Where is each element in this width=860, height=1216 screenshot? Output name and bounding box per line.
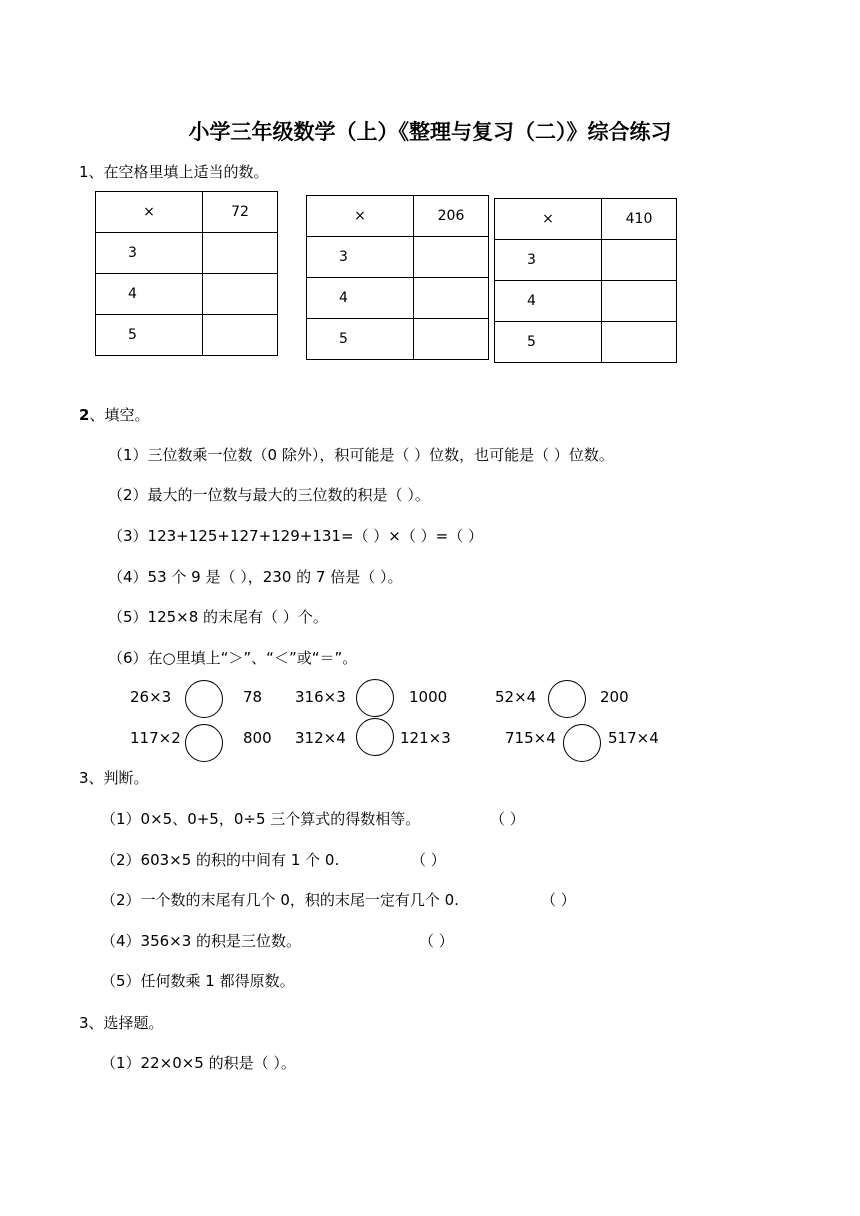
q3-item-3: （2）一个数的末尾有几个 0，积的末尾一定有几个 0. bbox=[101, 891, 459, 909]
q2-heading-number: 2 bbox=[79, 406, 90, 424]
answer-cell[interactable] bbox=[414, 278, 489, 319]
compare-circle-3[interactable] bbox=[548, 680, 586, 718]
q2-item-3: （3）123+125+127+129+131=（ ）×（ ）=（ ） bbox=[108, 527, 483, 545]
q2-heading bbox=[79, 404, 149, 425]
answer-cell[interactable] bbox=[602, 322, 677, 363]
q3-item-5: （5）任何数乘 1 都得原数。 bbox=[101, 972, 295, 990]
q2-item-4: （4）53 个 9 是（ ），230 的 7 倍是（ ）。 bbox=[108, 568, 403, 586]
q3-item-1: （1）0×5、0+5，0÷5 三个算式的得数相等。 bbox=[101, 810, 421, 828]
answer-cell[interactable] bbox=[414, 237, 489, 278]
answer-cell[interactable] bbox=[602, 281, 677, 322]
compare-circle-1[interactable] bbox=[185, 680, 223, 718]
compare-expression: 52×4 bbox=[495, 688, 537, 706]
compare-circle-2[interactable] bbox=[356, 679, 394, 717]
compare-circle-4[interactable] bbox=[185, 724, 223, 762]
table-op: × bbox=[495, 199, 602, 240]
compare-expression: 1000 bbox=[409, 688, 448, 706]
table-factor: 410 bbox=[602, 199, 677, 240]
table-op: × bbox=[307, 196, 414, 237]
multiplication-table-2 bbox=[306, 195, 489, 360]
table-row-label: 4 bbox=[307, 278, 414, 319]
multiplication-table-1 bbox=[95, 191, 278, 356]
compare-expression: 312×4 bbox=[295, 729, 346, 747]
answer-cell[interactable] bbox=[203, 274, 278, 315]
table-row-label: 3 bbox=[495, 240, 602, 281]
q2-heading-text: 、填空。 bbox=[89, 406, 150, 424]
compare-expression: 200 bbox=[600, 688, 629, 706]
compare-expression: 121×3 bbox=[400, 729, 451, 747]
q3-item-1-answer[interactable]: （ ） bbox=[490, 810, 525, 828]
q2-item-5: （5）125×8 的末尾有（ ）个。 bbox=[108, 608, 328, 626]
answer-cell[interactable] bbox=[203, 315, 278, 356]
table-row-label: 5 bbox=[495, 322, 602, 363]
multiplication-table-3 bbox=[494, 198, 677, 363]
compare-expression: 715×4 bbox=[505, 729, 556, 747]
answer-cell[interactable] bbox=[203, 233, 278, 274]
compare-expression: 26×3 bbox=[130, 688, 172, 706]
table-factor: 206 bbox=[414, 196, 489, 237]
table-row-label: 3 bbox=[307, 237, 414, 278]
q4-heading: 3、选择题。 bbox=[79, 1014, 164, 1032]
table-row-label: 4 bbox=[96, 274, 203, 315]
q3-item-4: （4）356×3 的积是三位数。 bbox=[101, 932, 302, 950]
q2-item-2: （2）最大的一位数与最大的三位数的积是（ ）。 bbox=[108, 486, 430, 504]
q3-item-2: （2）603×5 的积的中间有 1 个 0. bbox=[101, 851, 340, 869]
compare-expression: 316×3 bbox=[295, 688, 346, 706]
table-row-label: 5 bbox=[307, 319, 414, 360]
q3-item-2-answer[interactable]: （ ） bbox=[411, 851, 446, 869]
table-factor: 72 bbox=[203, 192, 278, 233]
table-row-label: 4 bbox=[495, 281, 602, 322]
compare-expression: 800 bbox=[243, 729, 272, 747]
page-title: 小学三年级数学（上）《整理与复习（二）》综合练习 bbox=[188, 120, 672, 144]
compare-circle-6[interactable] bbox=[563, 724, 601, 762]
q3-item-4-answer[interactable]: （ ） bbox=[419, 932, 454, 950]
q4-item-1: （1）22×0×5 的积是（ ）。 bbox=[101, 1054, 296, 1072]
answer-cell[interactable] bbox=[414, 319, 489, 360]
q2-item-6: （6）在○里填上“＞”、“＜”或“＝”。 bbox=[108, 649, 358, 667]
q3-item-3-answer[interactable]: （ ） bbox=[541, 891, 576, 909]
answer-cell[interactable] bbox=[602, 240, 677, 281]
q2-item-1: （1）三位数乘一位数（0 除外），积可能是（ ）位数，也可能是（ ）位数。 bbox=[108, 446, 614, 464]
table-row-label: 5 bbox=[96, 315, 203, 356]
compare-expression: 517×4 bbox=[608, 729, 659, 747]
compare-expression: 78 bbox=[243, 688, 263, 706]
q1-heading: 1、在空格里填上适当的数。 bbox=[79, 163, 269, 181]
table-op: × bbox=[96, 192, 203, 233]
q3-heading: 3、判断。 bbox=[79, 769, 149, 787]
compare-expression: 117×2 bbox=[130, 729, 181, 747]
table-row-label: 3 bbox=[96, 233, 203, 274]
compare-circle-5[interactable] bbox=[356, 718, 394, 756]
